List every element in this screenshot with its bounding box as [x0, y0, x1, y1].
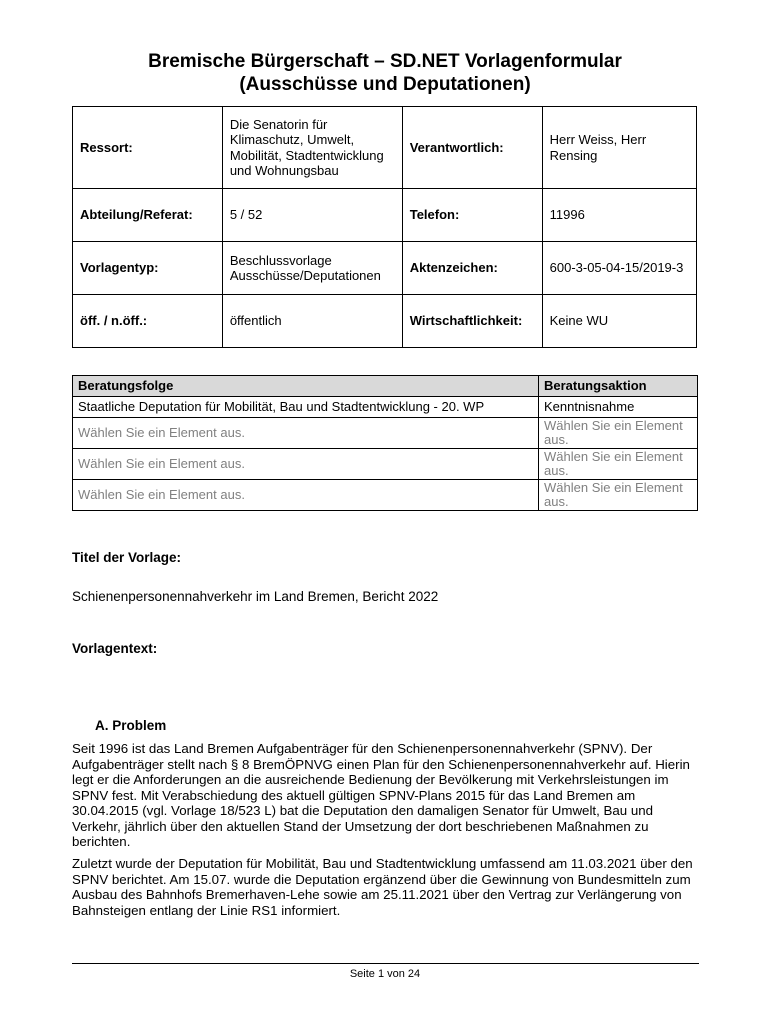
table-row: [73, 107, 697, 189]
vorlagentext-label: Vorlagentext:: [72, 641, 158, 656]
vorlagentyp-label: Vorlagentyp:: [73, 242, 223, 295]
oeffentlichkeit-value: öffentlich: [222, 295, 402, 348]
document-subtitle: (Ausschüsse und Deputationen): [239, 74, 531, 95]
table-row: [73, 242, 697, 295]
aktenzeichen-value: 600-3-05-04-15/2019-3: [542, 242, 696, 295]
beratungsfolge-select[interactable]: Wählen Sie ein Element aus.: [73, 449, 539, 480]
abteilung-value: 5 / 52: [222, 189, 402, 242]
abteilung-label: Abteilung/Referat:: [73, 189, 223, 242]
verantwortlich-value: Herr Weiss, Herr Rensing: [542, 107, 696, 189]
ressort-value: Die Senatorin für Klimaschutz, Umwelt, Mobilität, Stadtentwicklung und Wohnungsbau: [222, 107, 402, 189]
section-a-paragraph-2: Zuletzt wurde der Deputation für Mobilität, Bau und Stadtentwicklung umfassend am 11.03.2021 über den SPNV berichtet. Am 15.07. wurde die Deputation ergänzend über die Gewinnung von Bundesmitteln zum Ausbau des Bahnhofs Bremerhaven-Lehe sowie am 25.11.2021 über den Vertrag zur Verlängerung von Bahnsteigen entlang der Linie RS1 informiert.: [72, 856, 693, 918]
oeffentlichkeit-label: öff. / n.öff.:: [73, 295, 223, 348]
beratungsaktion-select[interactable]: Wählen Sie ein Element aus.: [539, 480, 698, 511]
titel-label: Titel der Vorlage:: [72, 550, 182, 565]
table-row: [73, 480, 698, 511]
section-a-heading: A. Problem: [95, 718, 167, 733]
footer-divider: [72, 963, 699, 964]
beratungsaktion-cell: Kenntnisnahme: [539, 397, 698, 418]
section-a-paragraph-1: Seit 1996 ist das Land Bremen Aufgabenträger für den Schienenpersonennahverkehr (SPNV). Der Aufgabenträger stellt nach § 8 BremÖPNVG einen Plan für den Schienenpersonennahverkehr auf. Hierin legt er die Anforderungen an die ausreichende Bedienung der Bevölkerung mit Verkehrsleistungen im SPNV fest. Mit Verabschiedung des aktuell gültigen SPNV-Plans 2015 für das Land Bremen am 30.04.2015 (vgl. Vorlage 18/523 L) bat die Deputation den damaligen Senator für Umwelt, Bau und Verkehr, jährlich über den aktuellen Stand der Umsetzung der dort beschriebenen Maßnahmen zu berichten.: [72, 741, 690, 849]
table-row: [73, 189, 697, 242]
beratungsfolge-select[interactable]: Wählen Sie ein Element aus.: [73, 418, 539, 449]
beratungsaktion-select[interactable]: Wählen Sie ein Element aus.: [539, 449, 698, 480]
aktenzeichen-label: Aktenzeichen:: [402, 242, 542, 295]
beratungsaktion-select[interactable]: Wählen Sie ein Element aus.: [539, 418, 698, 449]
vorlagentyp-value: Beschlussvorlage Ausschüsse/Deputationen: [222, 242, 402, 295]
table-row: [73, 418, 698, 449]
page-number: Seite 1 von 24: [349, 968, 421, 980]
wirtschaftlichkeit-value: Keine WU: [542, 295, 696, 348]
telefon-value: 11996: [542, 189, 696, 242]
beratungsfolge-cell: Staatliche Deputation für Mobilität, Bau und Stadtentwicklung - 20. WP: [73, 397, 539, 418]
titel-value: Schienenpersonennahverkehr im Land Bremen, Bericht 2022: [72, 589, 439, 604]
document-title: Bremische Bürgerschaft – SD.NET Vorlagenformular: [148, 51, 622, 72]
ressort-label: Ressort:: [73, 107, 223, 189]
verantwortlich-label: Verantwortlich:: [402, 107, 542, 189]
beratung-table: [72, 375, 698, 511]
beratungsfolge-select[interactable]: Wählen Sie ein Element aus.: [73, 480, 539, 511]
wirtschaftlichkeit-label: Wirtschaftlichkeit:: [402, 295, 542, 348]
beratungsfolge-header: Beratungsfolge: [73, 376, 539, 397]
table-header-row: [73, 376, 698, 397]
table-row: [73, 295, 697, 348]
metadata-table: [72, 106, 697, 348]
telefon-label: Telefon:: [402, 189, 542, 242]
table-row: [73, 397, 698, 418]
table-row: [73, 449, 698, 480]
beratungsaktion-header: Beratungsaktion: [539, 376, 698, 397]
